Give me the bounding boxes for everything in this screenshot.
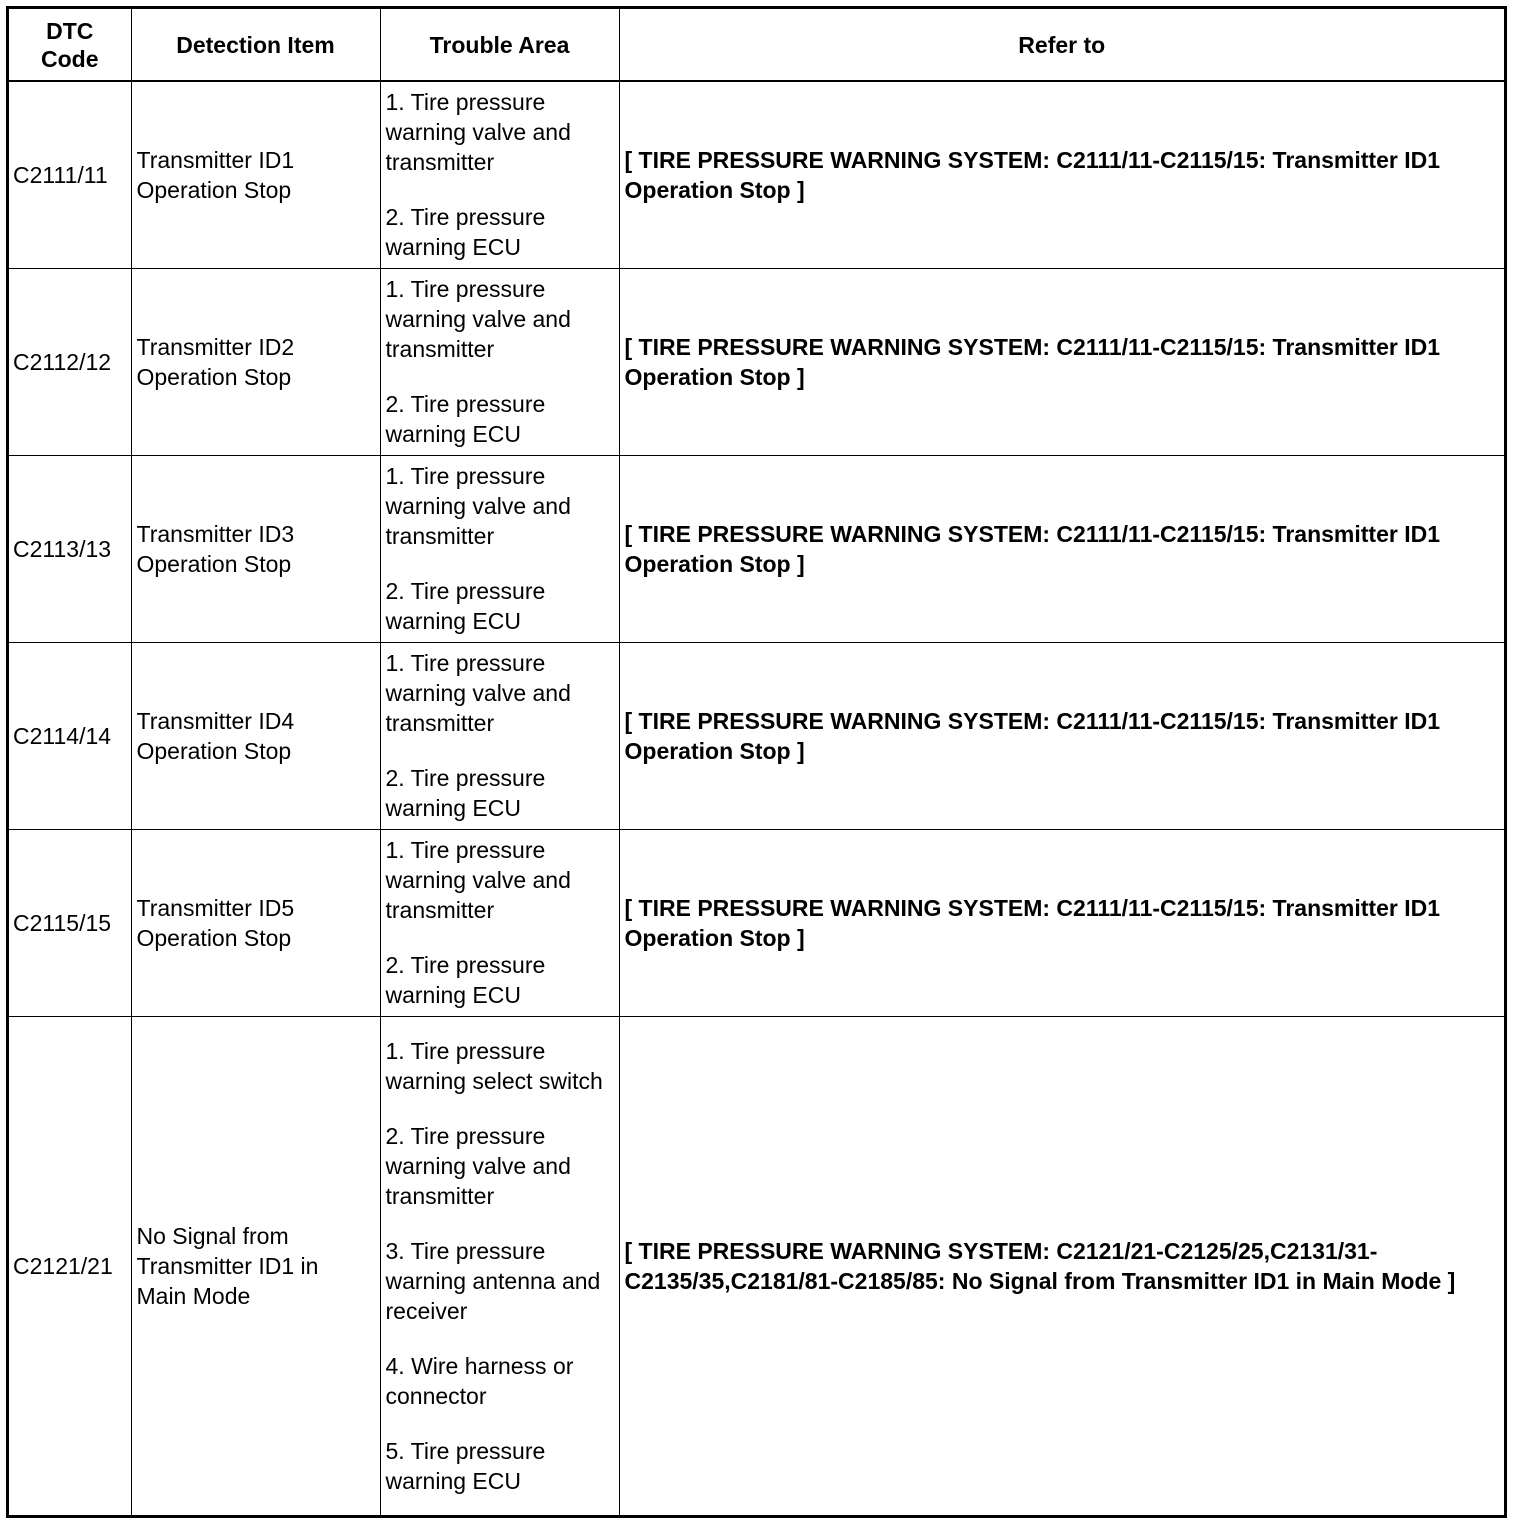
trouble-area-item: 2. Tire pressure warning ECU	[385, 391, 546, 447]
refer-to-link[interactable]: [ TIRE PRESSURE WARNING SYSTEM: C2111/11-C2115/15: Transmitter ID1 Operation Stop ]	[619, 455, 1504, 642]
trouble-area-item: 1. Tire pressure warning valve and transmitter	[385, 89, 571, 176]
dtc-table-page	[6, 6, 1507, 1518]
refer-to-link[interactable]: [ TIRE PRESSURE WARNING SYSTEM: C2111/11-C2115/15: Transmitter ID1 Operation Stop ]	[619, 268, 1504, 455]
dtc-code-cell: C2114/14	[9, 642, 131, 829]
trouble-area-item: 3. Tire pressure warning antenna and receiver	[385, 1237, 601, 1324]
header-trouble-area: Trouble Area	[380, 9, 619, 81]
dtc-code-cell: C2112/12	[9, 268, 131, 455]
refer-to-link[interactable]: [ TIRE PRESSURE WARNING SYSTEM: C2121/21-C2125/25,C2131/31-C2135/35,C2181/81-C2185/85: No Signal from Transmitter ID1 in Main Mode ]	[619, 1016, 1504, 1515]
table-row	[9, 268, 1504, 455]
trouble-area-item: 2. Tire pressure warning ECU	[385, 578, 546, 634]
detection-item-cell: Transmitter ID4 Operation Stop	[131, 642, 380, 829]
trouble-area-item: 1. Tire pressure warning valve and transmitter	[385, 650, 571, 736]
trouble-area-cell	[380, 268, 619, 455]
refer-to-link[interactable]: [ TIRE PRESSURE WARNING SYSTEM: C2111/11-C2115/15: Transmitter ID1 Operation Stop ]	[619, 829, 1504, 1016]
refer-to-link[interactable]: [ TIRE PRESSURE WARNING SYSTEM: C2111/11-C2115/15: Transmitter ID1 Operation Stop ]	[619, 81, 1504, 268]
trouble-area-cell	[380, 81, 619, 268]
trouble-area-cell	[380, 1016, 619, 1515]
trouble-area-item: 1. Tire pressure warning valve and transmitter	[385, 463, 571, 549]
trouble-area-item: 2. Tire pressure warning valve and transmitter	[385, 1122, 571, 1209]
refer-to-link[interactable]: [ TIRE PRESSURE WARNING SYSTEM: C2111/11-C2115/15: Transmitter ID1 Operation Stop ]	[619, 642, 1504, 829]
trouble-area-item: 4. Wire harness or connector	[385, 1352, 574, 1409]
dtc-code-cell: C2113/13	[9, 455, 131, 642]
detection-item-cell: Transmitter ID2 Operation Stop	[131, 268, 380, 455]
detection-item-cell: Transmitter ID1 Operation Stop	[131, 81, 380, 268]
header-dtc-code: DTC Code	[9, 9, 131, 81]
dtc-table	[9, 9, 1504, 1515]
dtc-code-cell: C2121/21	[9, 1016, 131, 1515]
trouble-area-item: 2. Tire pressure warning ECU	[385, 952, 546, 1008]
trouble-area-cell	[380, 642, 619, 829]
table-row	[9, 81, 1504, 268]
header-detection-item: Detection Item	[131, 9, 380, 81]
detection-item-cell: Transmitter ID5 Operation Stop	[131, 829, 380, 1016]
table-row	[9, 642, 1504, 829]
table-row	[9, 1016, 1504, 1515]
header-refer-to: Refer to	[619, 9, 1504, 81]
dtc-code-cell: C2111/11	[9, 81, 131, 268]
trouble-area-cell	[380, 829, 619, 1016]
trouble-area-item: 1. Tire pressure warning valve and transmitter	[385, 837, 571, 923]
trouble-area-item: 1. Tire pressure warning valve and transmitter	[385, 276, 571, 362]
trouble-area-item: 2. Tire pressure warning ECU	[385, 204, 546, 261]
trouble-area-cell	[380, 455, 619, 642]
header-row	[9, 9, 1504, 81]
dtc-code-cell: C2115/15	[9, 829, 131, 1016]
detection-item-cell: No Signal from Transmitter ID1 in Main Mode	[131, 1016, 380, 1515]
table-row	[9, 455, 1504, 642]
detection-item-cell: Transmitter ID3 Operation Stop	[131, 455, 380, 642]
trouble-area-item: 1. Tire pressure warning select switch	[385, 1037, 603, 1094]
table-row	[9, 829, 1504, 1016]
trouble-area-item: 2. Tire pressure warning ECU	[385, 765, 546, 821]
trouble-area-item: 5. Tire pressure warning ECU	[385, 1437, 546, 1494]
